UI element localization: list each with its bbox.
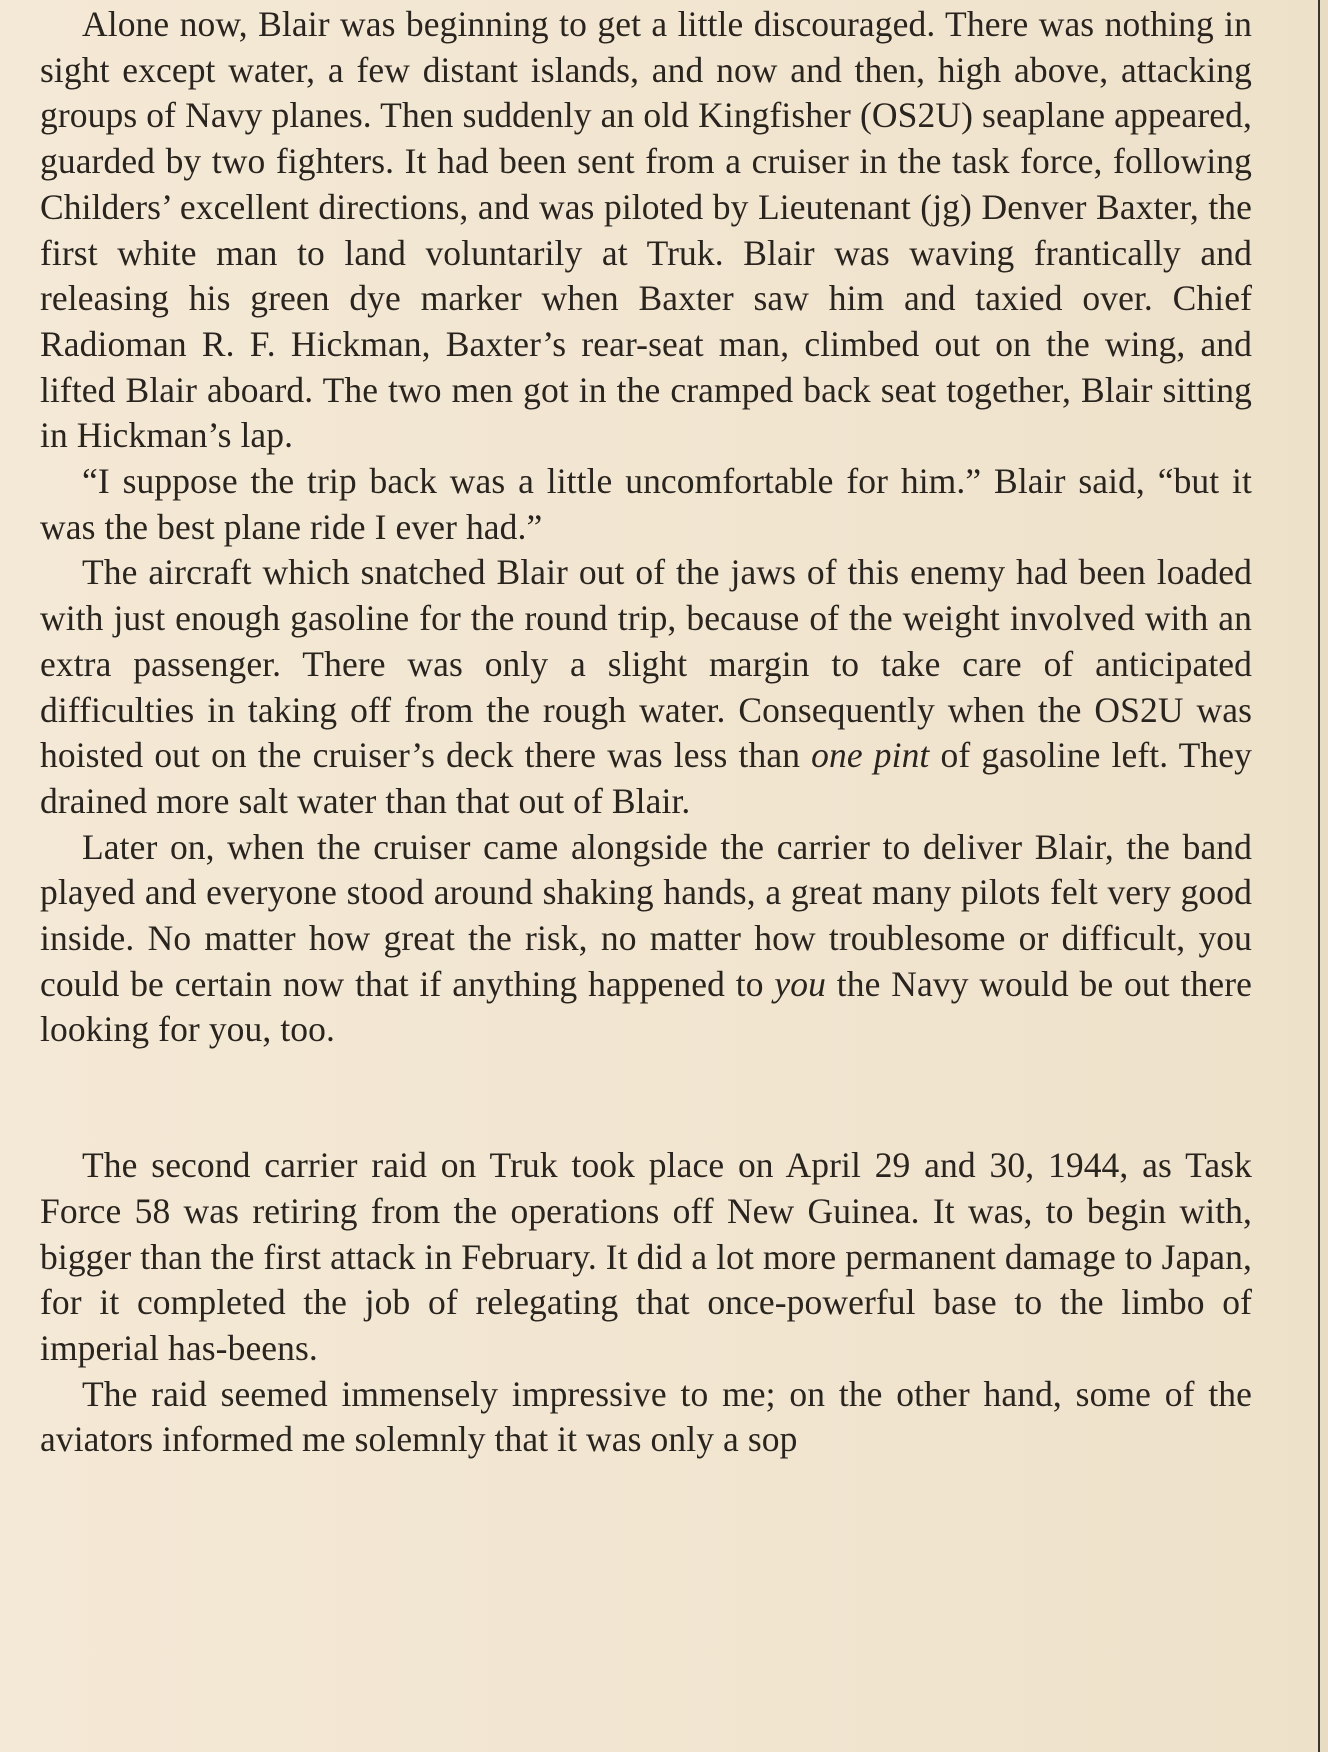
paragraph-blair-rescue	[40, 2, 1252, 459]
paragraph-blair-quote	[40, 459, 1252, 550]
paragraph-text: Alone now, Blair was beginning to get a little discouraged. There was nothing in sight except water, a few distant islands, and now and then, high above, attacking groups of Navy planes. Then suddenly an old Kingfisher (OS2U) seaplane appeared, guarded by two fighters. It had been sent from a cruiser in the task force, following Childers’ excellent directions, and was piloted by Lieutenant (jg) Denver Baxter, the first white man to land voluntarily at Truk. Blair was waving frantically and releasing his green dye marker when Baxter saw him and taxied over. Chief Radioman R. F. Hickman, Baxter’s rear-seat man, climbed out on the wing, and lifted Blair aboard. The two men got in the cramped back seat together, Blair sitting in Hickman’s lap.	[40, 4, 1252, 456]
paragraph-text: “I suppose the trip back was a little uncomfortable for him.” Blair said, “but it was the best plane ride I ever had.”	[40, 461, 1252, 547]
paragraph-text: The second carrier raid on Truk took place on April 29 and 30, 1944, as Task Force 58 was retiring from the operations off New Guinea. It was, to begin with, bigger than the first attack in February. It did a lot more permanent damage to Japan, for it completed the job of relegating that once-powerful base to the limbo of imperial has-beens.	[40, 1145, 1252, 1368]
paragraph-carrier-welcome	[40, 825, 1252, 1054]
paragraph-text: Later on, when the cruiser came alongside the carrier to deliver Blair, the band played and everyone stood around shaking hands, a great many pilots felt very good inside. No matter how great the risk, no matter how troublesome or difficult, you could be certain now that if anything happened to	[40, 826, 1252, 1004]
article-body	[40, 2, 1252, 1463]
emphasis-text: one pint	[811, 735, 930, 776]
emphasis-text: you	[774, 963, 826, 1004]
paragraph-raid-impression	[40, 1372, 1252, 1463]
paragraph-text: The aircraft which snatched Blair out of the jaws of this enemy had been loaded with just enough gasoline for the round trip, because of the weight involved with an extra passenger. There was only a slight margin to take care of anticipated difficulties in taking off from the rough water. Consequently when the OS2U was hoisted out on the cruiser’s deck there was less than	[40, 552, 1252, 776]
paragraph-text: The raid seemed immensely impressive to me; on the other hand, some of the aviators informed me solemnly that it was only a sop	[40, 1373, 1252, 1460]
paragraph-second-raid	[40, 1143, 1252, 1372]
paragraph-text: the Navy would be out there looking for you, too.	[40, 963, 1252, 1050]
page-edge-strip	[1320, 0, 1328, 1752]
paragraph-gasoline	[40, 550, 1252, 824]
paragraph-text: of gasoline left. They drained more salt water than that out of Blair.	[40, 735, 1252, 821]
